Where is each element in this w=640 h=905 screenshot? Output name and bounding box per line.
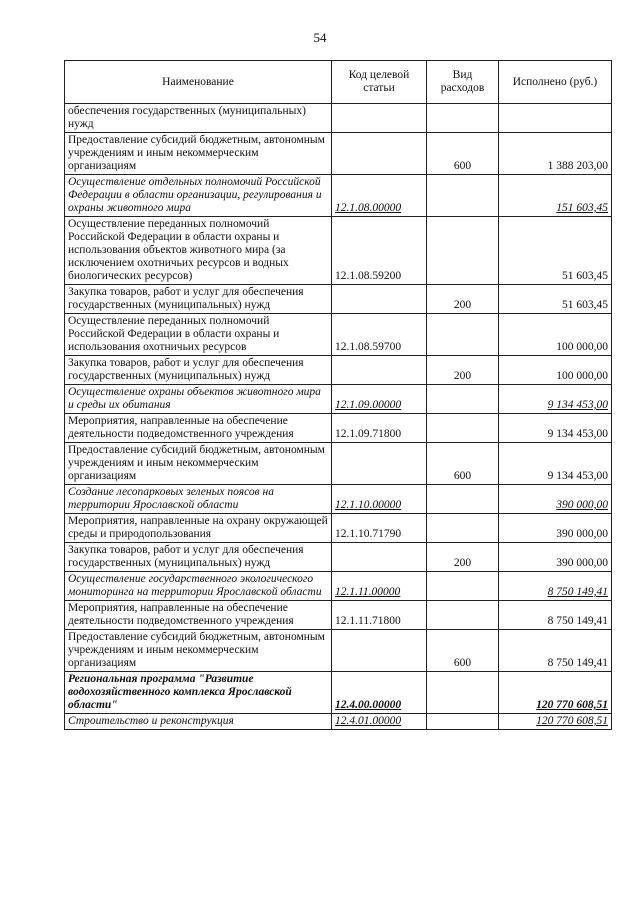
header-code: Код целевой статьи [332, 61, 427, 104]
row-code-cell: 12.1.08.59200 [332, 217, 427, 285]
row-code-cell: 12.1.08.00000 [332, 175, 427, 217]
row-code-cell [332, 104, 427, 133]
table-row [65, 601, 612, 630]
row-name-cell: Закупка товаров, работ и услуг для обеспечения государственных (муниципальных) нужд [65, 356, 332, 385]
row-type-cell [427, 414, 499, 443]
row-code-cell [332, 356, 427, 385]
row-type-cell [427, 217, 499, 285]
header-type: Вид расходов [427, 61, 499, 104]
row-amount-cell: 100 000,00 [499, 356, 612, 385]
row-code-cell: 12.1.09.71800 [332, 414, 427, 443]
row-amount-cell: 9 134 453,00 [499, 443, 612, 485]
table-row [65, 285, 612, 314]
table-row [65, 217, 612, 285]
table-row [65, 385, 612, 414]
table-row [65, 714, 612, 730]
row-name-cell: Строительство и реконструкция [65, 714, 332, 730]
row-type-cell [427, 175, 499, 217]
row-amount-cell: 100 000,00 [499, 314, 612, 356]
row-amount-cell: 9 134 453,00 [499, 414, 612, 443]
row-name-cell: Закупка товаров, работ и услуг для обеспечения государственных (муниципальных) нужд [65, 543, 332, 572]
table-row [65, 630, 612, 672]
row-type-cell [427, 572, 499, 601]
table-row [65, 672, 612, 714]
row-code-cell [332, 285, 427, 314]
table-row [65, 514, 612, 543]
row-amount-cell: 51 603,45 [499, 217, 612, 285]
row-type-cell: 200 [427, 285, 499, 314]
table-row [65, 414, 612, 443]
row-amount-cell: 51 603,45 [499, 285, 612, 314]
row-type-cell [427, 314, 499, 356]
row-type-cell: 600 [427, 133, 499, 175]
row-name-cell: Осуществление отдельных полномочий Российской Федерации в области организации, регулирования и охраны животного мира [65, 175, 332, 217]
row-code-cell [332, 543, 427, 572]
row-type-cell: 200 [427, 543, 499, 572]
row-amount-cell: 8 750 149,41 [499, 630, 612, 672]
row-amount-cell: 8 750 149,41 [499, 601, 612, 630]
row-code-cell: 12.1.10.71790 [332, 514, 427, 543]
row-amount-cell: 390 000,00 [499, 543, 612, 572]
row-type-cell: 200 [427, 356, 499, 385]
budget-execution-table [64, 60, 612, 730]
row-name-cell: Создание лесопарковых зеленых поясов на территории Ярославской области [65, 485, 332, 514]
row-type-cell [427, 485, 499, 514]
table-row [65, 356, 612, 385]
row-code-cell: 12.1.08.59700 [332, 314, 427, 356]
row-name-cell: Осуществление охраны объектов животного мира и среды их обитания [65, 385, 332, 414]
row-name-cell: Предоставление субсидий бюджетным, автономным учреждениям и иным некоммерческим организациям [65, 630, 332, 672]
row-code-cell: 12.4.01.00000 [332, 714, 427, 730]
row-amount-cell: 390 000,00 [499, 485, 612, 514]
row-amount-cell: 120 770 608,51 [499, 672, 612, 714]
row-type-cell [427, 714, 499, 730]
row-code-cell [332, 630, 427, 672]
row-amount-cell: 9 134 453,00 [499, 385, 612, 414]
row-type-cell [427, 104, 499, 133]
row-type-cell [427, 672, 499, 714]
row-amount-cell: 8 750 149,41 [499, 572, 612, 601]
row-name-cell: Мероприятия, направленные на обеспечение деятельности подведомственного учреждения [65, 414, 332, 443]
row-name-cell: Осуществление переданных полномочий Российской Федерации в области охраны и использования объектов животного мира (за исключением охотничьих ресурсов и водных биологических ресурсов) [65, 217, 332, 285]
row-amount-cell: 120 770 608,51 [499, 714, 612, 730]
table-header-row [65, 61, 612, 104]
row-code-cell: 12.1.10.00000 [332, 485, 427, 514]
table-row [65, 543, 612, 572]
row-name-cell: Региональная программа "Развитие водохозяйственного комплекса Ярославской области" [65, 672, 332, 714]
row-name-cell: Закупка товаров, работ и услуг для обеспечения государственных (муниципальных) нужд [65, 285, 332, 314]
row-name-cell: Предоставление субсидий бюджетным, автономным учреждениям и иным некоммерческим организациям [65, 443, 332, 485]
row-name-cell: Осуществление переданных полномочий Российской Федерации в области охраны и использования охотничьих ресурсов [65, 314, 332, 356]
row-name-cell: Мероприятия, направленные на обеспечение деятельности подведомственного учреждения [65, 601, 332, 630]
table-row [65, 572, 612, 601]
row-code-cell: 12.1.11.00000 [332, 572, 427, 601]
row-name-cell: Мероприятия, направленные на охрану окружающей среды и природопользования [65, 514, 332, 543]
row-amount-cell: 1 388 203,00 [499, 133, 612, 175]
header-name: Наименование [65, 61, 332, 104]
row-type-cell: 600 [427, 443, 499, 485]
row-code-cell: 12.1.11.71800 [332, 601, 427, 630]
row-code-cell: 12.4.00.00000 [332, 672, 427, 714]
table-row [65, 104, 612, 133]
table-body [65, 104, 612, 730]
row-code-cell: 12.1.09.00000 [332, 385, 427, 414]
table-row [65, 314, 612, 356]
table-row [65, 443, 612, 485]
row-amount-cell: 390 000,00 [499, 514, 612, 543]
table-row [65, 133, 612, 175]
table-row [65, 485, 612, 514]
row-name-cell: Осуществление государственного экологического мониторинга на территории Ярославской области [65, 572, 332, 601]
row-type-cell [427, 601, 499, 630]
row-type-cell [427, 385, 499, 414]
row-type-cell [427, 514, 499, 543]
row-name-cell: Предоставление субсидий бюджетным, автономным учреждениям и иным некоммерческим организациям [65, 133, 332, 175]
table-row [65, 175, 612, 217]
row-amount-cell: 151 603,45 [499, 175, 612, 217]
row-amount-cell [499, 104, 612, 133]
row-code-cell [332, 443, 427, 485]
page-number: 54 [313, 30, 327, 45]
row-name-cell: обеспечения государственных (муниципальных) нужд [65, 104, 332, 133]
row-code-cell [332, 133, 427, 175]
header-amount: Исполнено (руб.) [499, 61, 612, 104]
row-type-cell: 600 [427, 630, 499, 672]
